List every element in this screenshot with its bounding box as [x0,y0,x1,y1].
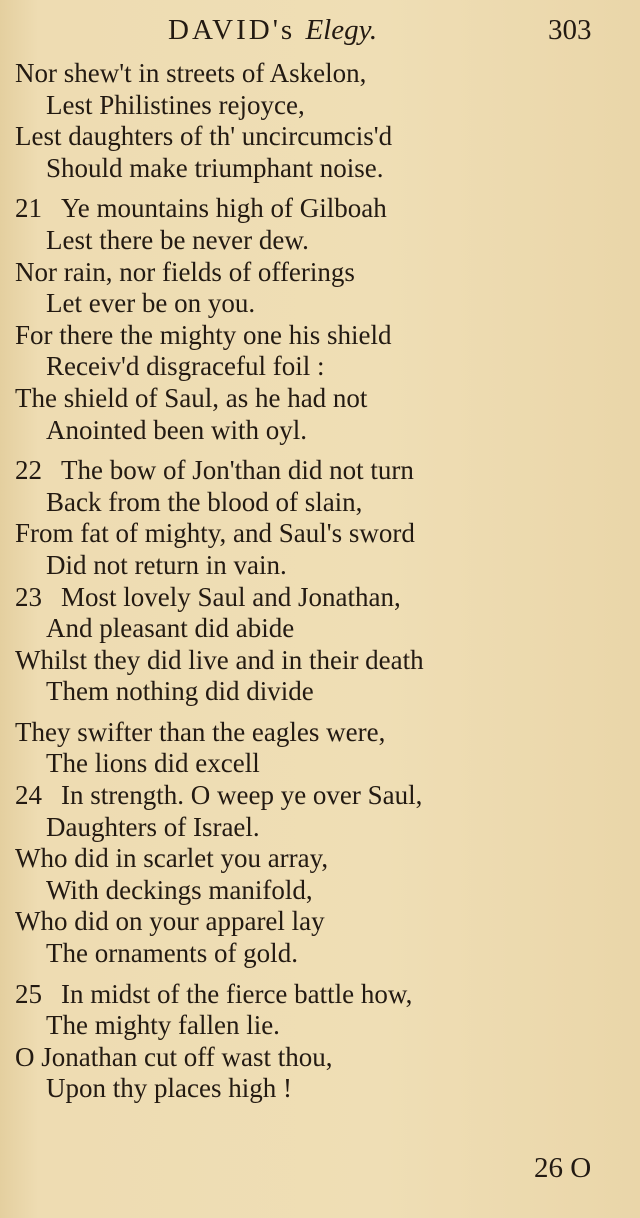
verse-line-text: They swifter than the eagles were, [15,716,386,747]
stanza [0,979,640,1105]
running-title-main: DAVID's [168,14,296,46]
verse-line-text: The shield of Saul, as he had not [15,382,368,413]
verse-number: 24 [15,780,42,811]
verse-line-text: O Jonathan cut off wast thou, [15,1041,333,1072]
verse-line [0,225,640,257]
stanza-gap [0,184,640,193]
verse-line [0,676,640,708]
verse-line [0,938,640,970]
verse-line-text: Lest Philistines rejoyce, [46,89,305,120]
verse-line [0,550,640,582]
verse-line [0,257,640,289]
verse-line [0,351,640,383]
verse-line-text: Should make triumphant noise. [46,152,384,183]
running-title [168,14,377,47]
verse-line [0,645,640,677]
verse-line-text: Who did on your apparel lay [15,906,325,937]
stanza-gap [0,970,640,979]
verse-line [0,383,640,415]
verse-line-text: Back from the blood of slain, [46,486,363,517]
verse-line [0,320,640,352]
verse-line-text: In midst of the fierce battle how, [61,978,413,1009]
page-footer [0,1152,640,1192]
verse-line-text: Them nothing did divide [46,676,314,707]
verse-line-text: Nor shew't in streets of Askelon, [15,58,367,88]
page-header [0,14,640,54]
verse-line [0,613,640,645]
verse-line-text: Nor rain, nor fields of offerings [15,256,355,287]
verse-line-text: The bow of Jon'than did not turn [61,455,414,486]
verse-line [0,1042,640,1074]
stanza [0,193,640,446]
verse-line [0,717,640,749]
verse-line [0,812,640,844]
verse-line-text: Receiv'd disgraceful foil : [46,351,325,382]
verse-line-text: Lest daughters of th' uncircumcis'd [15,121,393,152]
verse-line [0,153,640,185]
verse-line-text: For there the mighty one his shield [15,319,392,350]
verse-line-text: The ornaments of gold. [46,938,298,969]
verse-line [0,90,640,122]
verse-line [0,288,640,320]
verse-line-text: The lions did excell [46,748,260,779]
stanza-gap [0,446,640,455]
page-number: 303 [548,14,592,46]
verse-line [0,906,640,938]
verse-line-text: Let ever be on you. [46,288,256,319]
stanza [0,455,640,708]
verse-line [0,582,640,614]
verse-line-text: Anointed been with oyl. [46,414,307,445]
verse-line [0,193,640,225]
stanza [0,58,640,184]
verse-line-text: In strength. O weep ye over Saul, [61,780,423,811]
verse-line [0,415,640,447]
verse-line [0,518,640,550]
verse-line [0,455,640,487]
verse-number: 25 [15,978,42,1009]
verse-line-text: From fat of mighty, and Saul's sword [15,518,415,549]
verse-line [0,487,640,519]
verse-line [0,121,640,153]
verse-line-text: Whilst they did live and in their death [15,644,424,675]
verse-line [0,1010,640,1042]
verse-number: 21 [15,193,42,224]
stanza-gap [0,708,640,717]
poem-text [0,58,640,1105]
verse-line-text: Who did in scarlet you array, [15,843,329,874]
verse-line-text: And pleasant did abide [46,613,295,644]
stanza [0,717,640,970]
verse-line [0,979,640,1011]
verse-line-text: Did not return in vain. [46,549,287,580]
verse-number: 22 [15,455,42,486]
verse-line [0,875,640,907]
verse-line-text: Upon thy places high ! [46,1073,292,1104]
verse-line [0,1073,640,1105]
verse-line [0,58,640,90]
verse-line-text: Daughters of Israel. [46,811,260,842]
verse-number: 23 [15,581,42,612]
verse-line [0,748,640,780]
running-title-italic: Elegy. [305,14,378,46]
verse-line [0,843,640,875]
signature-mark: 26 O [534,1152,592,1184]
verse-line-text: The mighty fallen lie. [46,1010,280,1041]
verse-line-text: With deckings manifold, [46,874,313,905]
verse-line [0,780,640,812]
verse-line-text: Lest there be never dew. [46,224,309,255]
verse-line-text: Ye mountains high of Gilboah [61,193,387,224]
verse-line-text: Most lovely Saul and Jonathan, [61,581,401,612]
